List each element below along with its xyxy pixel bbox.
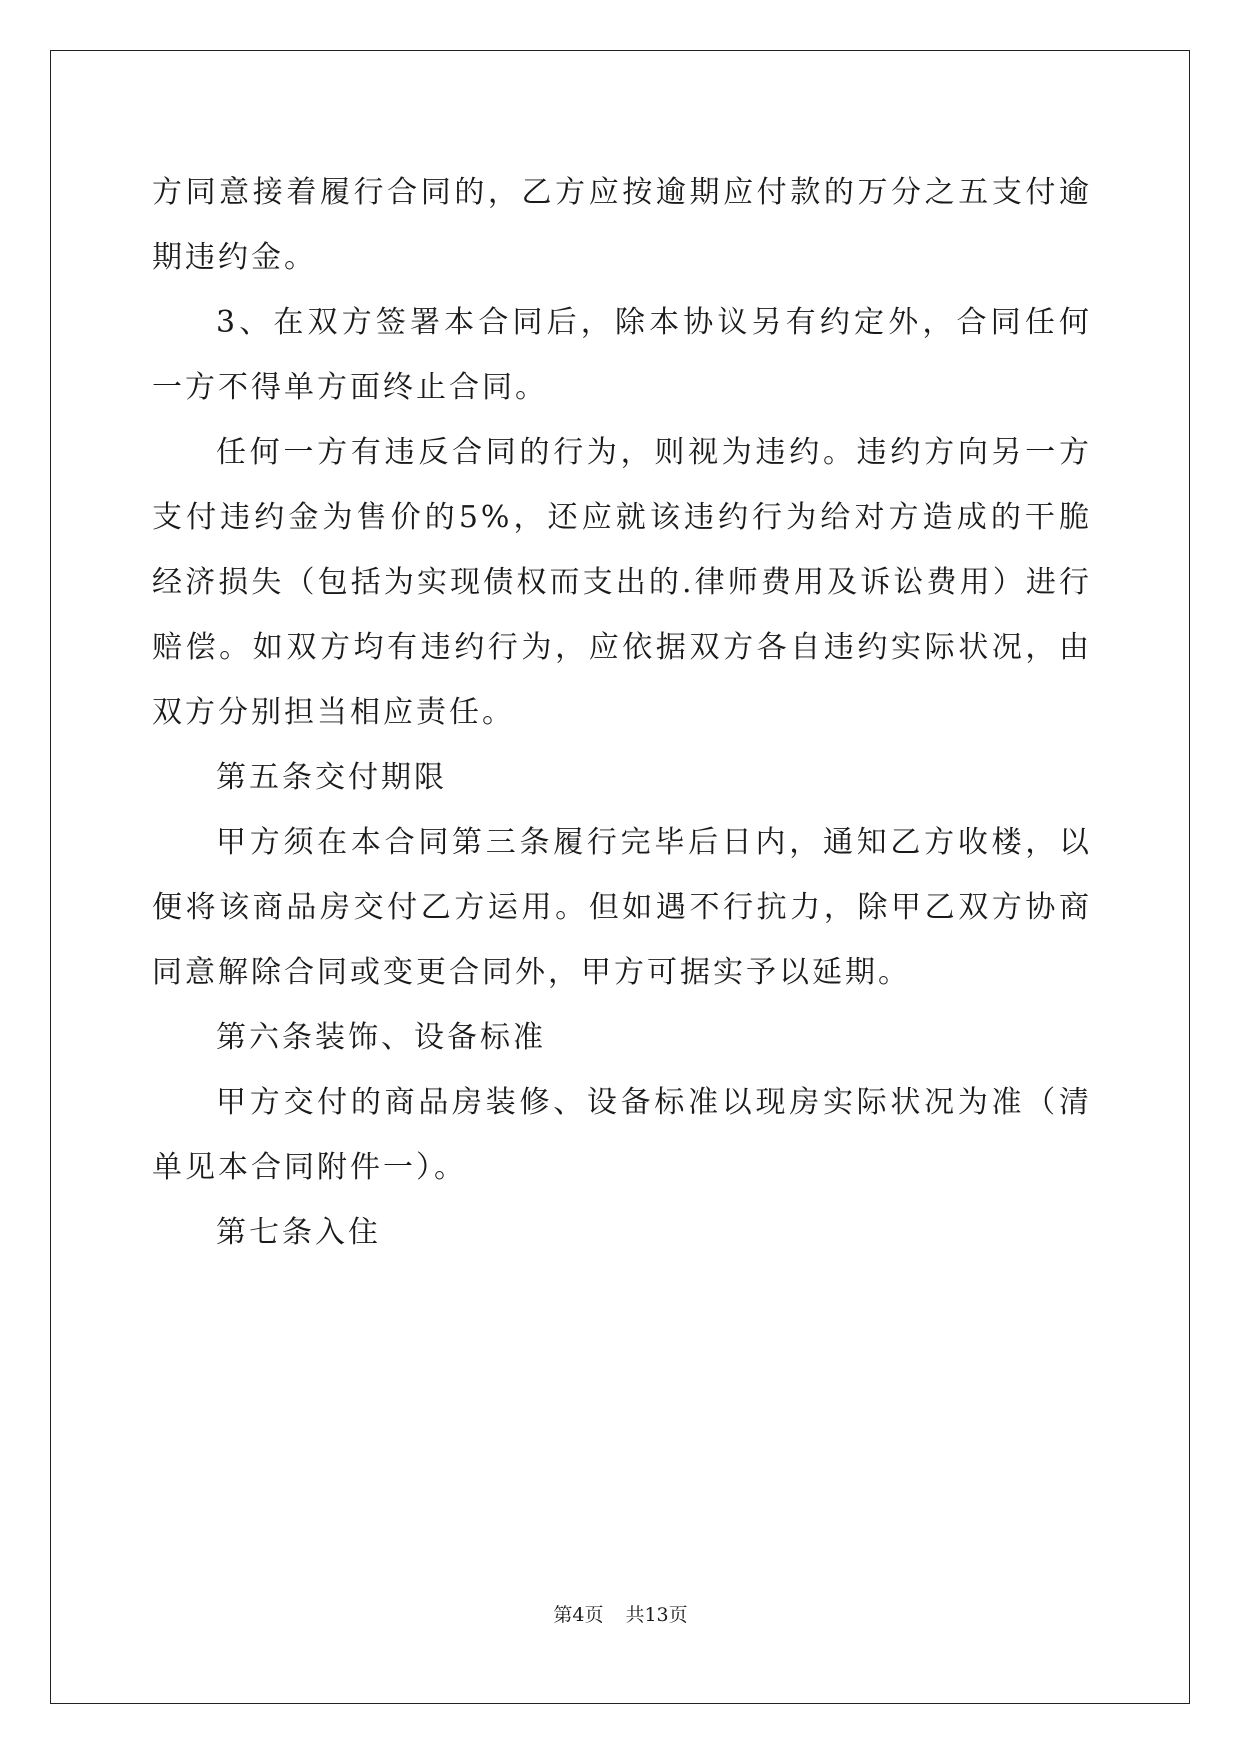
paragraph: 方同意接着履行合同的，乙方应按逾期应付款的万分之五支付逾期违约金。 xyxy=(152,175,1092,275)
total-pages: 共13页 xyxy=(625,1604,688,1626)
section-heading: 第六条装饰、设备标准 xyxy=(216,1020,546,1055)
page-number: 第4页 xyxy=(553,1604,604,1626)
section-heading: 第七条入住 xyxy=(216,1215,381,1250)
paragraph: 3、在双方签署本合同后，除本协议另有约定外，合同任何一方不得单方面终止合同。 xyxy=(152,305,1092,405)
paragraph: 甲方交付的商品房装修、设备标准以现房实际状况为准（清单见本合同附件一）。 xyxy=(152,1085,1092,1185)
document-body xyxy=(152,160,1092,1265)
paragraph: 甲方须在本合同第三条履行完毕后日内，通知乙方收楼，以便将该商品房交付乙方运用。但如遇不行抗力，除甲乙双方协商同意解除合同或变更合同外，甲方可据实予以延期。 xyxy=(152,825,1092,990)
section-heading: 第五条交付期限 xyxy=(216,760,447,795)
page-footer xyxy=(0,1600,1241,1627)
paragraph: 任何一方有违反合同的行为，则视为违约。违约方向另一方支付违约金为售价的5%，还应就该违约行为给对方造成的干脆经济损失（包括为实现债权而支出的.律师费用及诉讼费用）进行赔偿。如双方均有违约行为，应依据双方各自违约实际状况，由双方分别担当相应责任。 xyxy=(152,435,1092,730)
